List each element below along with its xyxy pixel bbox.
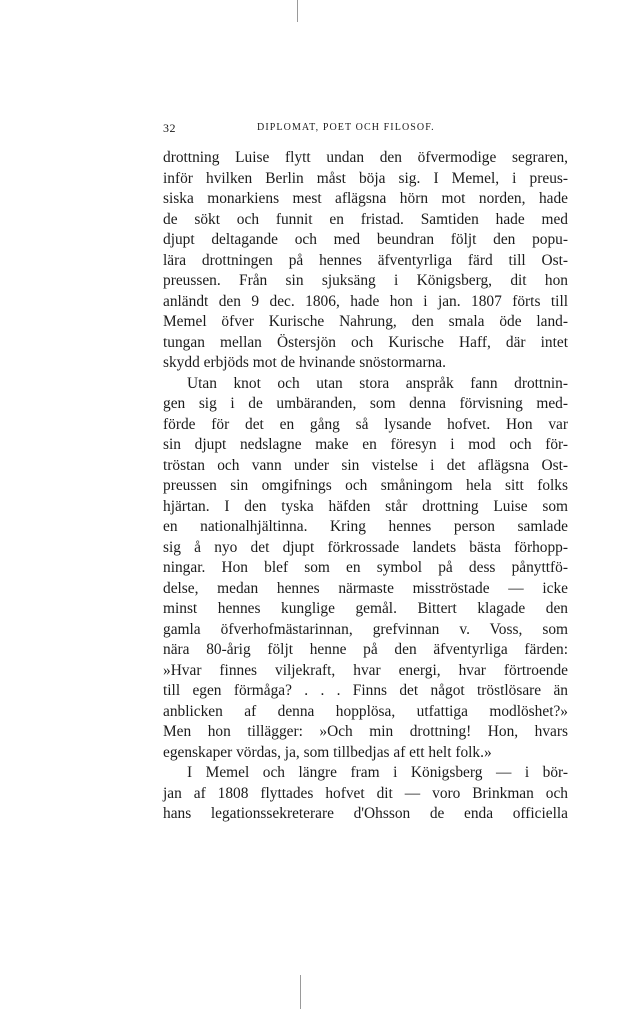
text-line-paragraph-end: skydd erbjöds mot de hvinande snöstormarna. — [163, 354, 446, 371]
text-line: djupt deltagande och med beundran följt den popu- — [163, 231, 568, 248]
text-line: en nationalhjältinna. Kring hennes person samlade — [163, 518, 568, 535]
text-line: sin djupt nedslagne make en föresyn i mod och för- — [163, 436, 568, 453]
scan-edge-mark-bottom — [300, 975, 301, 1009]
page-number: 32 — [163, 121, 176, 135]
text-line: minst hennes kunglige gemål. Bittert klagade den — [163, 600, 568, 617]
text-line: »Hvar finnes viljekraft, hvar energi, hvar förtroende — [163, 661, 568, 679]
text-line-paragraph-end: egenskaper vördas, ja, som tillbedjas af ett helt folk.» — [163, 743, 492, 761]
scan-edge-mark-top — [297, 0, 298, 22]
text-line: ningar. Hon blef som en symbol på dess pånyttfö- — [163, 559, 568, 576]
text-line: Men hon tillägger: »Och min drottning! Hon, hvars — [163, 723, 568, 740]
text-line: delse, medan hennes närmaste misströstade — icke — [163, 579, 568, 597]
text-line: jan af 1808 flyttades hofvet dit — voro Brinkman och — [163, 784, 568, 802]
text-line: lära drottningen på hennes äfventyrliga färd till Ost- — [163, 251, 568, 269]
text-line: preussen. Från sin sjuksäng i Königsberg, dit hon — [163, 272, 568, 289]
text-line: drottning Luise flytt undan den öfvermodige segraren, — [163, 149, 568, 166]
text-line: till egen förmåga? . . . Finns det något tröstlösare än — [163, 682, 568, 699]
text-line: anländt den 9 dec. 1806, hade hon i jan. 1807 förts till — [163, 292, 568, 310]
text-line: förde för det en gång så lysande hofvet. Hon var — [163, 415, 568, 433]
text-line: tröstan och vann under sin vistelse i det aflägsna Ost- — [163, 456, 568, 474]
text-line: gen sig i de umbäranden, som denna förvisning med- — [163, 395, 568, 412]
text-line: siska monarkiens mest aflägsna hörn mot norden, hade — [163, 190, 568, 207]
text-line: sig å nyo det djupt förkrossade landets bästa förhopp- — [163, 538, 568, 556]
text-line: preussen sin omgifnings och småningom hela sitt folks — [163, 477, 568, 494]
text-line: tungan mellan Östersjön och Kurische Haff, där intet — [163, 333, 568, 351]
text-line: hjärtan. I den tyska häfden står drottning Luise som — [163, 497, 568, 515]
text-line-paragraph-start: I Memel och längre fram i Königsberg — i bör- — [187, 764, 568, 781]
running-title: DIPLOMAT, POET OCH FILOSOF. — [257, 122, 435, 133]
page-header — [163, 121, 568, 137]
body-text — [163, 148, 568, 825]
text-line: hans legationssekreterare d'Ohsson de enda officiella — [163, 805, 568, 822]
text-line-paragraph-start: Utan knot och utan stora anspråk fann drottnin- — [187, 374, 568, 392]
text-line: gamla öfverhofmästarinnan, grefvinnan v. Voss, som — [163, 620, 568, 638]
text-line: de sökt och funnit en fristad. Samtiden hade med — [163, 210, 568, 228]
text-line: nära 80-årig följt henne på den äfventyrliga färden: — [163, 641, 568, 658]
text-line: Memel öfver Kurische Nahrung, den smala öde land- — [163, 313, 568, 330]
text-line: anblicken af denna hopplösa, utfattiga modlöshet?» — [163, 702, 568, 720]
text-line: inför hvilken Berlin måst böja sig. I Memel, i preus- — [163, 169, 568, 187]
